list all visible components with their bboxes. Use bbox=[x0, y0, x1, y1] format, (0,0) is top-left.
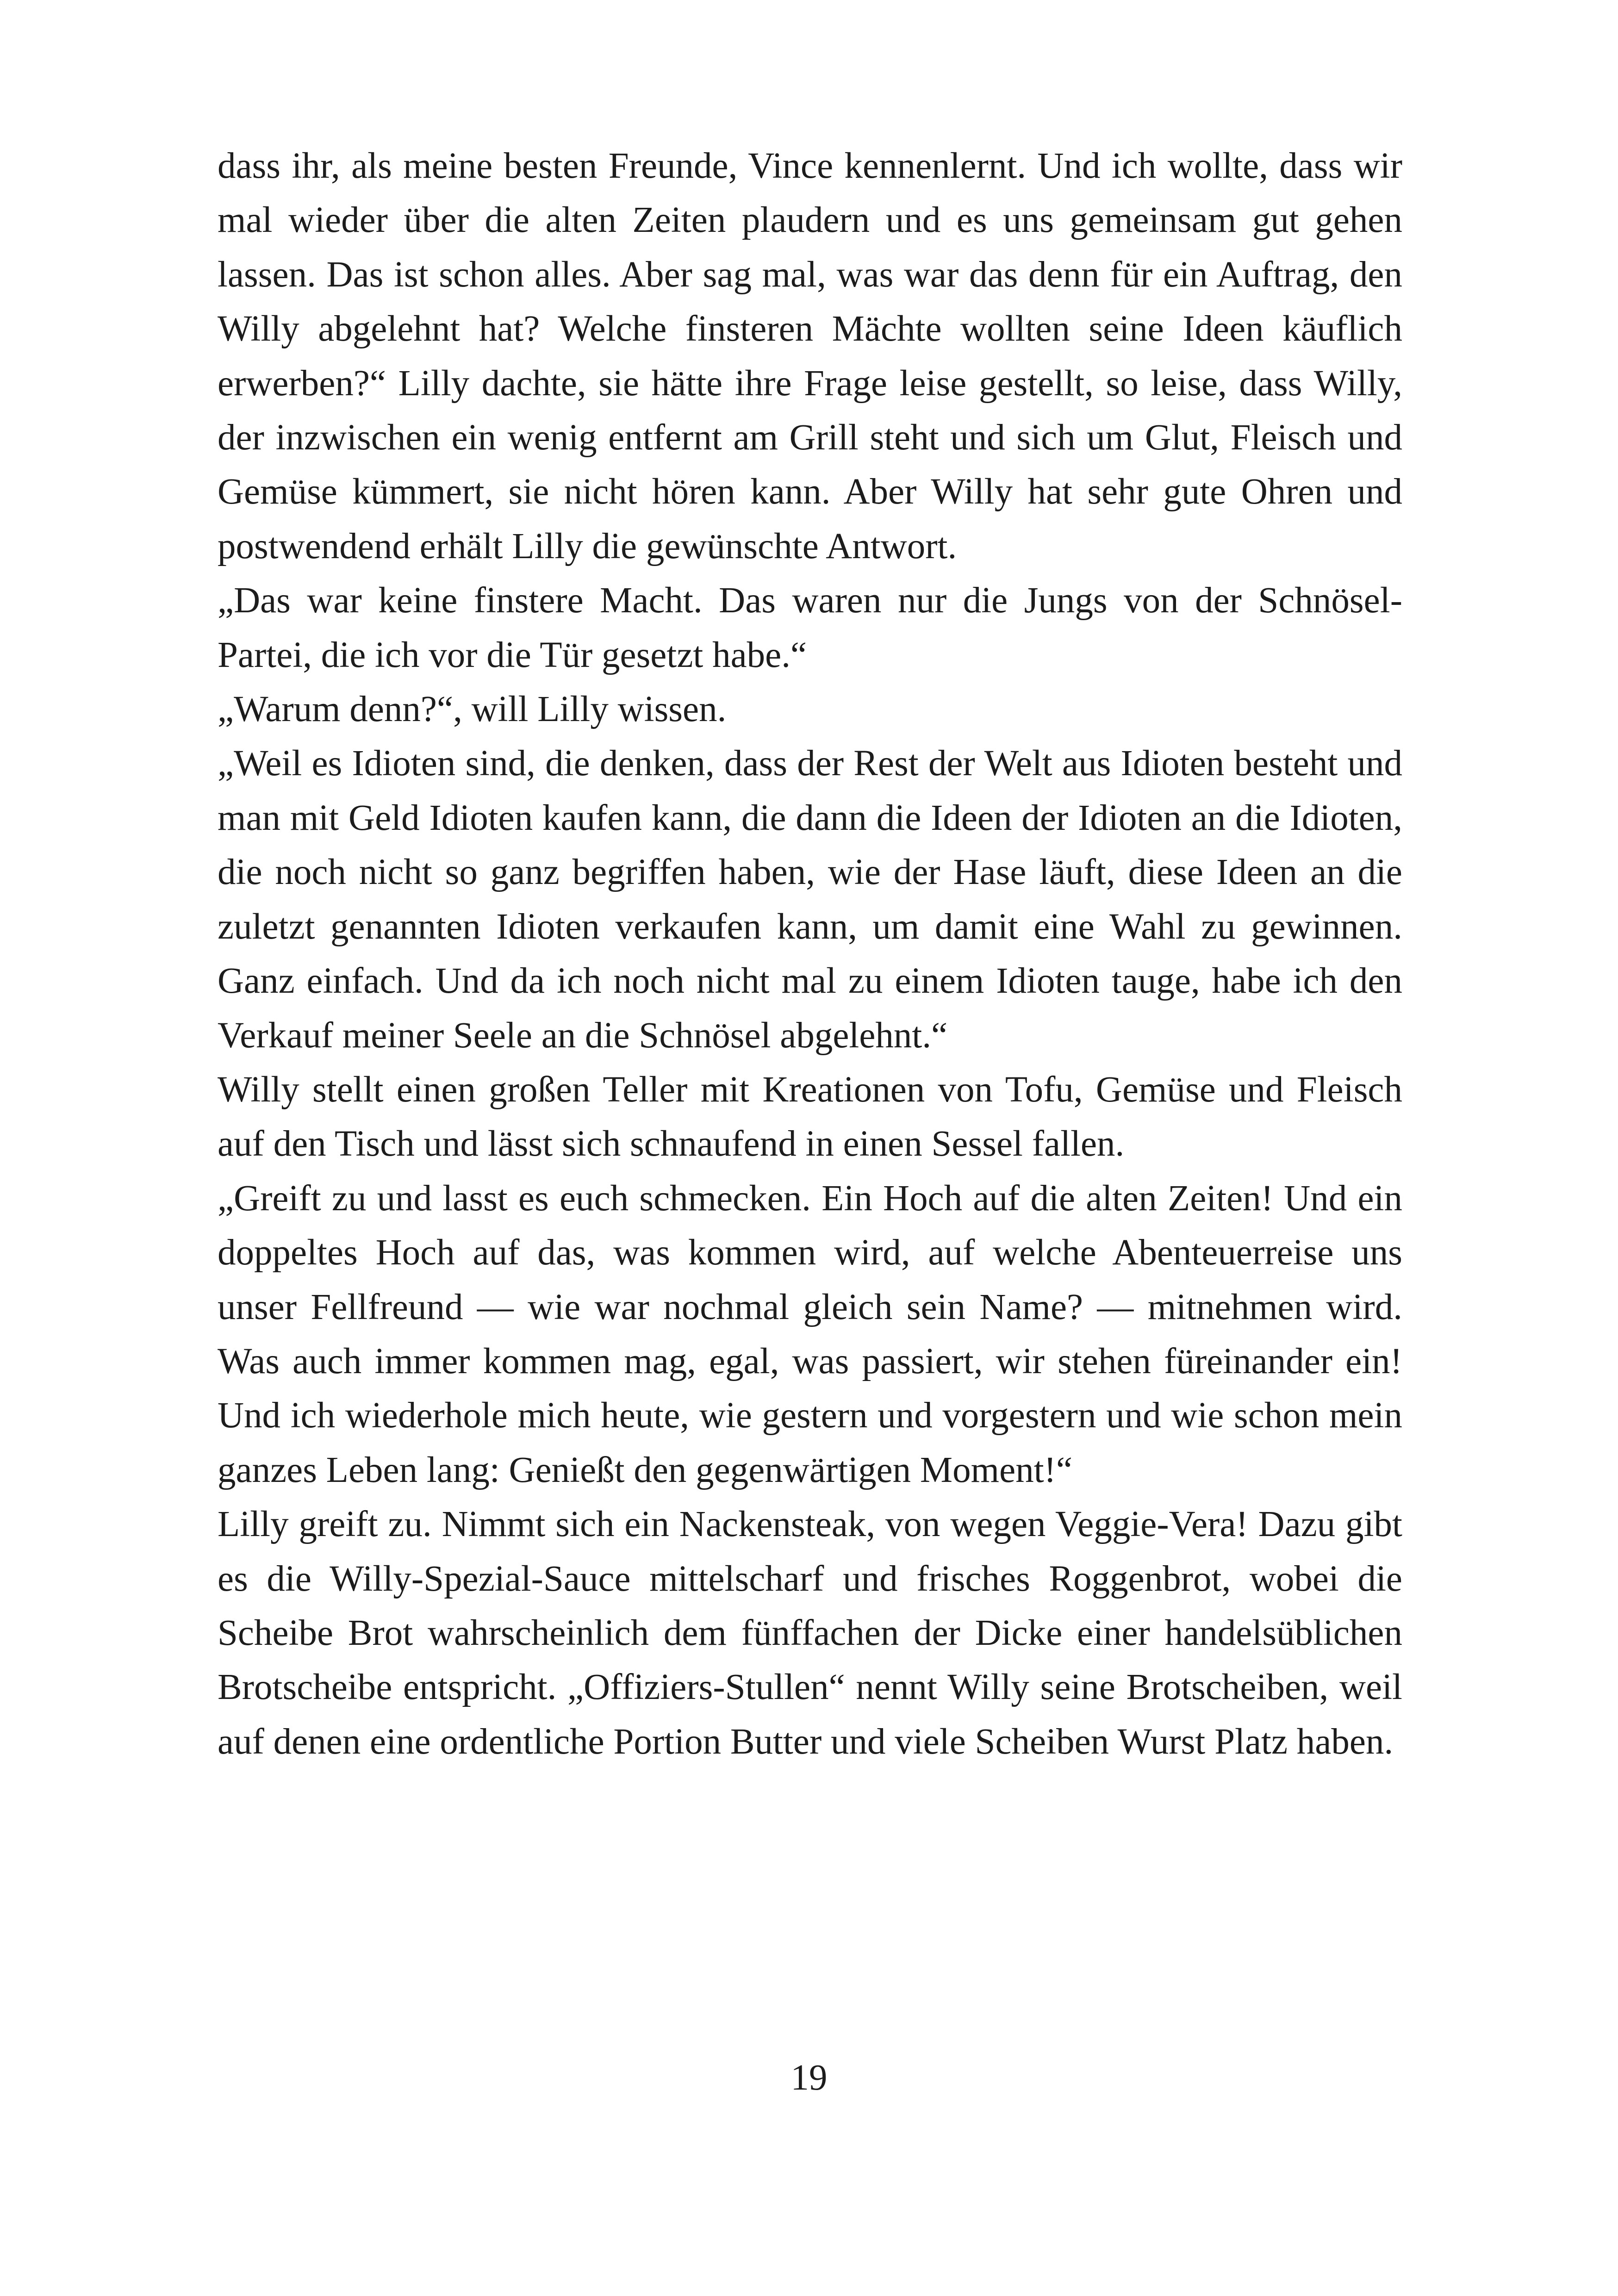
paragraph: Lilly greift zu. Nimmt sich ein Nackensteak, von wegen Veggie-Vera! Dazu gibt es die Willy-Spezial-Sauce mittelscharf und frisches Roggenbrot, wobei die Scheibe Brot wahrscheinlich dem fünffachen der Dicke einer handelsüblichen Brotscheibe entspricht. „Offiziers-Stullen“ nennt Willy seine Brotscheiben, weil auf denen eine ordentliche Portion Butter und viele Scheiben Wurst Platz haben. bbox=[218, 1504, 1402, 1762]
paragraph: Willy stellt einen großen Teller mit Kreationen von Tofu, Gemüse und Fleisch auf den Tisch und lässt sich schnaufend in einen Sessel fallen. bbox=[218, 1069, 1402, 1164]
paragraph: „Greift zu und lasst es euch schmecken. Ein Hoch auf die alten Zeiten! Und ein doppeltes Hoch auf das, was kommen wird, auf welche Abenteuerreise uns unser Fellfreund — wie war nochmal gleich sein Name? — mitnehmen wird. Was auch immer kommen mag, egal, was passiert, wir stehen füreinander ein! Und ich wiederhole mich heute, wie gestern und vorgestern und wie schon mein ganzes Leben lang: Genießt den gegenwärtigen Moment!“ bbox=[218, 1178, 1402, 1490]
paragraph: dass ihr, als meine besten Freunde, Vince kennenlernt. Und ich wollte, dass wir mal wieder über die alten Zeiten plaudern und es uns gemeinsam gut gehen lassen. Das ist schon alles. Aber sag mal, was war das denn für ein Auftrag, den Willy abgelehnt hat? Welche finsteren Mächte wollten seine Ideen käuflich erwerben?“ Lilly dachte, sie hätte ihre Frage leise gestellt, so leise, dass Willy, der inzwischen ein wenig entfernt am Grill steht und sich um Glut, Fleisch und Gemüse kümmert, sie nicht hören kann. Aber Willy hat sehr gute Ohren und postwendend erhält Lilly die gewünschte Antwort. bbox=[218, 146, 1402, 566]
paragraph: „Warum denn?“, will Lilly wissen. bbox=[218, 689, 727, 730]
paragraph: „Weil es Idioten sind, die denken, dass der Rest der Welt aus Idioten besteht und man mit Geld Idioten kaufen kann, die dann die Ideen der Idioten an die Idioten, die noch nicht so ganz begriffen haben, wie der Hase läuft, diese Ideen an die zuletzt genannten Idioten verkaufen kann, um damit eine Wahl zu gewinnen. Ganz einfach. Und da ich noch nicht mal zu einem Idioten tauge, habe ich den Verkauf meiner Seele an die Schnösel abgelehnt.“ bbox=[218, 743, 1402, 1056]
body-text bbox=[218, 139, 1402, 1769]
page-number: 19 bbox=[790, 2058, 828, 2098]
paragraph: „Das war keine finstere Macht. Das waren nur die Jungs von der Schnösel-Partei, die ich vor die Tür gesetzt habe.“ bbox=[218, 580, 1402, 675]
